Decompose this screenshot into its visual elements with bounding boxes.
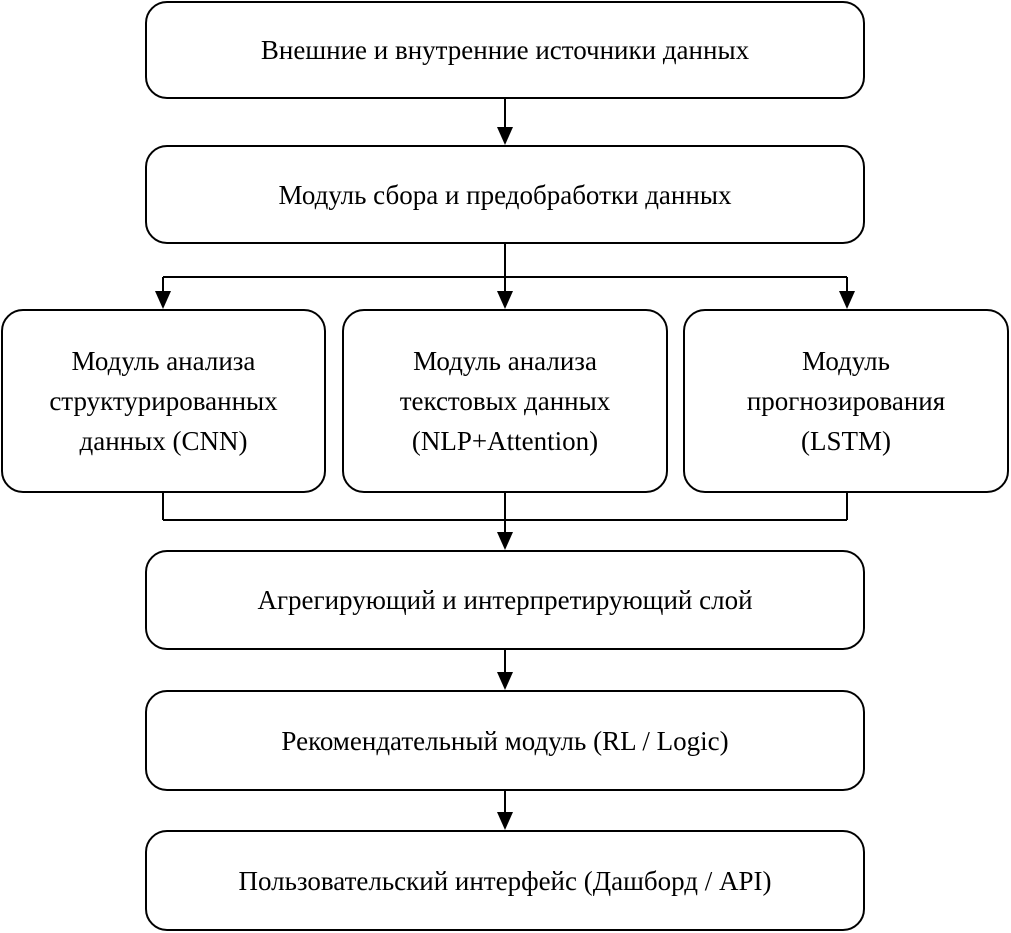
- node-user-interface-label: Пользовательский интерфейс (Дашборд / API): [238, 865, 772, 896]
- edge-analysis-merge: [163, 492, 847, 550]
- arrowhead-icon: [497, 532, 513, 550]
- edge-sources-to-preprocessing: [497, 98, 513, 145]
- arrowhead-icon: [155, 291, 171, 309]
- node-structured-analysis-module-label: Модуль анализа структурированных данных (CNN): [49, 346, 278, 456]
- node-data-sources: [145, 1, 865, 99]
- node-aggregation-layer-label: Агрегирующий и интерпретирующий слой: [257, 585, 753, 615]
- node-forecasting-module-label: Модуль прогнозирования (LSTM): [746, 346, 946, 456]
- node-preprocessing-module: [145, 145, 865, 244]
- edge-aggregation-to-recommendation: [497, 649, 513, 690]
- arrowhead-icon: [497, 127, 513, 145]
- arrowhead-icon: [497, 812, 513, 830]
- node-forecasting-module: [683, 309, 1009, 493]
- node-text-analysis-module: [342, 309, 668, 493]
- node-structured-analysis-module: [1, 309, 326, 493]
- arrowhead-icon: [497, 291, 513, 309]
- node-recommendation-module-label: Рекомендательный модуль (RL / Logic): [281, 725, 729, 756]
- node-user-interface: [145, 830, 865, 931]
- node-data-sources-label: Внешние и внутренние источники данных: [260, 35, 750, 65]
- node-text-analysis-module-label: Модуль анализа текстовых данных (NLP+Attention): [399, 346, 611, 456]
- arrowhead-icon: [497, 672, 513, 690]
- node-aggregation-layer: [145, 550, 865, 650]
- edge-preprocessing-split: [155, 243, 855, 309]
- edge-recommendation-to-ui: [497, 790, 513, 830]
- node-preprocessing-module-label: Модуль сбора и предобработки данных: [278, 179, 732, 210]
- node-recommendation-module: [145, 690, 865, 791]
- arrowhead-icon: [839, 291, 855, 309]
